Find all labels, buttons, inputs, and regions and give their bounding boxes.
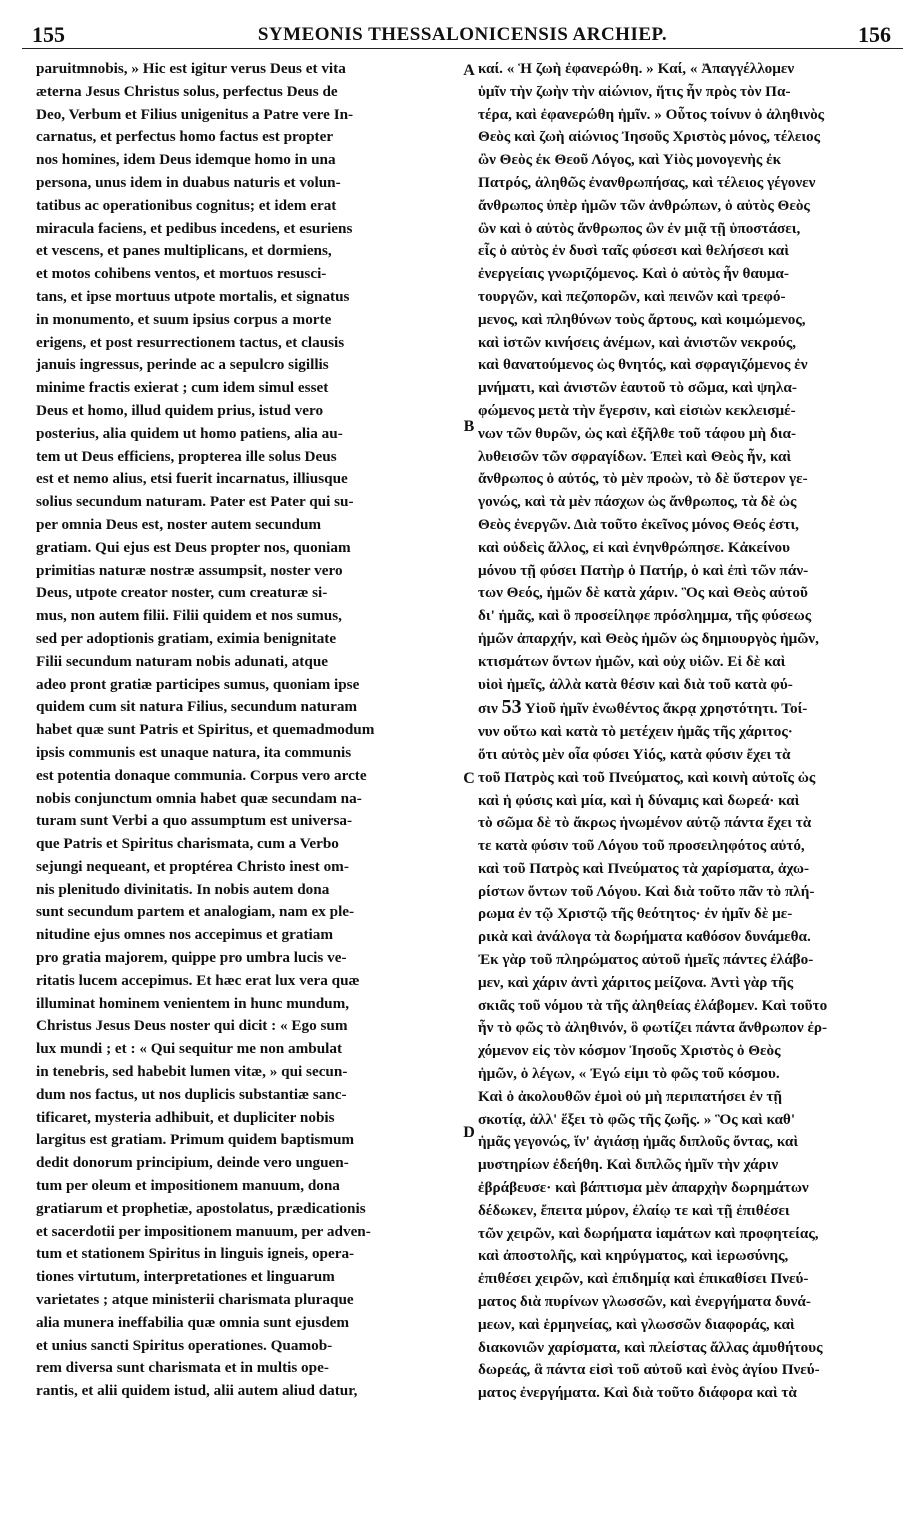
greek-line: νων τῶν θυρῶν, ὡς καὶ ἐξῆλθε τοῦ τάφου μὴ δια- <box>478 424 797 442</box>
latin-line: ritatis lucem accepimus. Et hæc erat lux vera quæ <box>36 971 360 989</box>
greek-line <box>478 696 892 721</box>
greek-line: ματος διὰ πυρίνων γλωσσῶν, καὶ ἐνεργήματα δυνά- <box>478 1293 811 1311</box>
latin-line: paruitmnobis, » Hic est igitur verus Deus et vita <box>36 60 346 77</box>
margin-letter-c: C <box>463 770 475 787</box>
greek-line: ὅτι αὐτὸς μὲν οἷα φύσει Υἱός, κατὰ φύσιν ἔχει τὰ <box>478 745 791 763</box>
greek-line: καὶ θανατούμενος ὡς θνητός, καὶ σφραγιζόμενος ἐν <box>478 356 808 374</box>
latin-line: januis ingressus, perinde ac a sepulcro sigillis <box>36 356 329 374</box>
latin-line: æterna Jesus Christus solus, perfectus Deus de <box>36 82 338 100</box>
greek-line: τοῦ Πατρὸς καὶ τοῦ Πνεύματος, καὶ κοινὴ αὐτοῖς ὡς <box>478 768 816 786</box>
greek-line: ρίστων ὄντων τοῦ Λόγου. Καὶ διὰ τοῦτο πᾶν τὸ πλή- <box>478 882 815 900</box>
greek-line: Ἐκ γὰρ τοῦ πληρώματος αὐτοῦ ἡμεῖς πάντες ἐλάβο- <box>478 951 814 969</box>
latin-line: gratiam. Qui ejus est Deus propter nos, quoniam <box>36 538 351 556</box>
greek-line: ὑμῖν τὴν ζωὴν τὴν αἰώνιον, ἥτις ἦν πρὸς τὸν Πα- <box>478 82 791 100</box>
latin-line: primitias naturæ nostræ assumpsit, noster vero <box>36 561 343 579</box>
latin-line: quidem cum sit natura Filius, secundum naturam <box>36 698 358 716</box>
latin-line: tem ut Deus efficiens, propterea ille solus Deus <box>36 447 337 465</box>
latin-line: tatibus ac operationibus cognitus; et idem erat <box>36 196 337 214</box>
greek-line: μενος, καὶ πληθύνων τοὺς ἄρτους, καὶ κοιμώμενος, <box>478 310 806 328</box>
latin-line: mus, non autem filii. Filii quidem et nos sumus, <box>36 607 342 625</box>
latin-line: carnatus, et perfectus homo factus est propter <box>36 128 334 146</box>
greek-line: καὶ ἀποστολῆς, καὶ κηρύγματος, καὶ ἱερωσύνης, <box>478 1247 789 1265</box>
greek-line: ἦν τὸ φῶς τὸ ἀληθινόν, ὃ φωτίζει πάντα ἄνθρωπον ἐρ- <box>478 1019 828 1037</box>
latin-line: miracula faciens, et pedibus incedens, et esuriens <box>36 219 353 237</box>
latin-line: Deus, utpote creator noster, cum creaturæ si- <box>36 584 328 602</box>
greek-line: σκοτίᾳ, ἀλλ' ἕξει τὸ φῶς τῆς ζωῆς. » Ὃς καὶ καθ' <box>478 1110 796 1128</box>
latin-line: turam sunt Verbi a quo assumptum est universa- <box>36 812 353 830</box>
greek-line: ρωμα ἐν τῷ Χριστῷ τῆς θεότητος· ἐν ἡμῖν δὲ με- <box>478 905 793 923</box>
latin-line: tum et stationem Spiritus in linguis igneis, opera- <box>36 1245 355 1263</box>
latin-line: est potentia donaque communia. Corpus vero arcte <box>36 766 367 784</box>
greek-line: μυστηρίων ἐδεήθη. Καὶ διπλῶς ἡμῖν τὴν χάριν <box>478 1156 779 1174</box>
latin-line: tum per oleum et impositionem manuum, dona <box>36 1177 340 1195</box>
greek-line: καὶ ἡ φύσις καὶ μία, καὶ ἡ δύναμις καὶ δωρεά· καὶ <box>478 791 800 809</box>
margin-letter-d: D <box>463 1124 475 1141</box>
greek-line: σκιᾶς τοῦ νόμου τὰ τῆς ἀληθείας ἐλάβομεν. Καὶ τοῦτο <box>478 996 828 1014</box>
latin-line: nos homines, idem Deus idemque homo in una <box>36 151 336 169</box>
latin-line: in monumento, et suum ipsius corpus a morte <box>36 310 332 328</box>
latin-line: que Patris et Spiritus charismata, cum a Verbo <box>36 835 339 853</box>
latin-line: sunt secundum partem et analogiam, nam ex ple- <box>36 903 355 921</box>
margin-letter-a: A <box>463 62 475 79</box>
greek-line: Πατρός, ἀληθῶς ἐνανθρωπήσας, καὶ τέλειος γέγονεν <box>478 173 816 191</box>
latin-line: sejungi nequeant, et proptérea Christo inest om- <box>36 857 349 875</box>
latin-line: Filii secundum naturam nobis adunati, atque <box>36 652 329 670</box>
greek-line: μεν, καὶ χάριν ἀντὶ χάριτος μείζονα. Ἀντὶ γὰρ τῆς <box>478 973 794 991</box>
greek-line: ἡμᾶς γεγονώς, ἵν' ἁγιάσῃ ἡμᾶς διπλοῦς ὄντας, καὶ <box>478 1133 799 1151</box>
latin-line: persona, unus idem in duabus naturis et volun- <box>36 173 341 191</box>
latin-line: in tenebris, sed habebit lumen vitæ, » qui secun- <box>36 1063 348 1081</box>
latin-line: et vescens, et panes multiplicans, et dormiens, <box>36 242 332 260</box>
greek-line: ὢν Θεὸς ἐκ Θεοῦ Λόγος, καὶ Υἱὸς μονογενὴς ἐκ <box>478 151 782 169</box>
latin-line: est et nemo alius, etsi fuerit incarnatus, illiusque <box>36 470 348 488</box>
latin-line: rantis, et alii quidem istud, alii autem aliud datur, <box>36 1382 358 1400</box>
latin-line: Deus et homo, illud quidem prius, istud vero <box>36 401 324 419</box>
latin-line: lux mundi ; et : « Qui sequitur me non ambulat <box>36 1040 343 1058</box>
greek-line: ἐπιθέσει χειρῶν, καὶ ἐπιδημίᾳ καὶ ἐπικαθίσει Πνεύ- <box>478 1270 809 1288</box>
greek-line: τέρα, καὶ ἐφανερώθη ἡμῖν. » Οὗτος τοίνυν ὁ ἀληθινὸς <box>478 105 825 123</box>
latin-line: et unius sancti Spiritus operationes. Quamob- <box>36 1336 333 1354</box>
greek-line: διακονιῶν χαρίσματα, καὶ πλείστας ἄλλας ἀμυθήτους <box>478 1338 823 1356</box>
greek-line: καί. « Ἡ ζωὴ ἐφανερώθη. » Καί, « Ἀπαγγέλλομεν <box>478 60 795 77</box>
latin-column <box>36 58 458 1503</box>
latin-line: dedit donorum principium, deinde vero unguen- <box>36 1154 349 1172</box>
latin-line: nobis conjunctum omnia habet quæ secundam na- <box>36 789 362 807</box>
greek-line: καὶ ἱστῶν κινήσεις ἀνέμων, καὶ ἀνιστῶν νεκρούς, <box>478 333 797 351</box>
greek-line: τὸ σῶμα δὲ τὸ ἄκρως ἡνωμένον αὐτῷ πάντα ἔχει τὰ <box>478 814 812 832</box>
greek-column <box>478 58 892 1503</box>
latin-line: minime fractis exierat ; cum idem simul esset <box>36 379 329 397</box>
greek-line: καὶ οὐδεὶς ἄλλος, εἰ καὶ ἐνηνθρώπησε. Κἀκείνου <box>478 538 791 556</box>
latin-line: nitudine ejus omnes nos accepimus et gratiam <box>36 926 333 944</box>
chapter-marker: 53 <box>501 696 522 719</box>
latin-line: tificaret, mysteria adhibuit, et dupliciter nobis <box>36 1108 335 1126</box>
greek-line: ἄνθρωπος ὑπὲρ ἡμῶν τῶν ἀνθρώπων, ὁ αὐτὸς Θεὸς <box>478 196 810 214</box>
latin-line: et sacerdotii per impositionem manuum, per adven- <box>36 1222 371 1240</box>
greek-line: τουργῶν, καὶ πεζοπορῶν, καὶ πεινῶν καὶ τρεφό- <box>478 287 786 305</box>
greek-line: κτισμάτων ὄντων ἡμῶν, καὶ οὐχ υἱῶν. Εἰ δὲ καὶ <box>478 652 786 670</box>
running-title: SYMEONIS THESSALONICENSIS ARCHIEP. <box>257 24 668 45</box>
greek-line: των Θεός, ἡμῶν δὲ κατὰ χάριν. Ὃς καὶ Θεὸς αὐτοῦ <box>478 584 808 602</box>
latin-line: gratiarum et prophetiæ, apostolatus, prædicationis <box>36 1199 366 1217</box>
greek-line: Καὶ ὁ ἀκολουθῶν ἐμοὶ οὐ μὴ περιπατήσει ἐν τῇ <box>478 1087 783 1105</box>
latin-line: rem diversa sunt charismata et in multis ope- <box>36 1359 329 1377</box>
greek-line: χόμενον εἰς τὸν κόσμον Ἰησοῦς Χριστὸς ὁ Θεὸς <box>478 1042 781 1060</box>
latin-line: Deo, Verbum et Filius unigenitus a Patre vere In- <box>36 105 354 123</box>
greek-line: νυν οὕτω καὶ κατὰ τὸ μετέχειν ἡμᾶς τῆς χάριτος· <box>478 723 793 741</box>
greek-line: εἷς ὁ αὐτὸς ἐν δυσὶ ταῖς φύσεσι καὶ θελήσεσι καὶ <box>478 242 789 260</box>
latin-line: tans, et ipse mortuus utpote mortalis, et signatus <box>36 287 350 305</box>
latin-line: posterius, alia quidem ut homo patiens, alia au- <box>36 424 343 442</box>
latin-line: nis plenitudo divinitatis. In nobis autem dona <box>36 880 330 898</box>
page-number-left: 155 <box>32 22 65 47</box>
greek-line: δέδωκεν, ἔπειτα μύρον, ἐλαίῳ τε καὶ τῇ ἐπιθέσει <box>478 1201 790 1219</box>
greek-line: ἄνθρωπος ὁ αὐτός, τὸ μὲν προὼν, τὸ δὲ ὕστερον γε- <box>478 470 808 488</box>
greek-line: δωρεάς, ἃ πάντα εἰσὶ τοῦ αὐτοῦ καὶ ἑνὸς ἁγίου Πνεύ- <box>478 1361 820 1379</box>
latin-line: varietates ; atque ministerii charismata pluraque <box>36 1291 354 1309</box>
margin-letter-b: B <box>463 418 475 435</box>
greek-line: μόνου τῇ φύσει Πατὴρ ὁ Πατήρ, ὁ καὶ ἐπὶ τῶν πάν- <box>478 561 809 579</box>
greek-line: ἡμῶν, ὁ λέγων, « Ἐγώ εἰμι τὸ φῶς τοῦ κόσμου. <box>478 1065 780 1083</box>
latin-line: dum nos factus, ut nos duplicis substantiæ sanc- <box>36 1085 347 1103</box>
greek-line: μνήματι, καὶ ἀνιστῶν ἑαυτοῦ τὸ σῶμα, καὶ ψηλα- <box>478 379 797 397</box>
latin-line: adeo pront gratiæ participes sumus, quoniam ipse <box>36 675 360 693</box>
latin-line: pro gratia majorem, quippe pro umbra lucis ve- <box>36 949 347 967</box>
latin-line: per omnia Deus est, noster autem secundum <box>36 515 322 533</box>
greek-line: καὶ τοῦ Πατρὸς καὶ Πνεύματος τὰ χαρίσματα, ἀχω- <box>478 859 810 877</box>
greek-line: ἐνεργείαις γνωριζόμενος. Καὶ ὁ αὐτὸς ἦν θαυμα- <box>478 265 789 283</box>
latin-line: tiones virtutum, interpretationes et linguarum <box>36 1268 335 1286</box>
greek-line: ματος ἐνεργήματα. Καὶ διὰ τοῦτο διάφορα καὶ τὰ <box>478 1384 797 1402</box>
latin-line: ipsis communis est unaque natura, ita communis <box>36 743 352 761</box>
latin-line: habet quæ sunt Patris et Spiritus, et quemadmodum <box>36 721 375 739</box>
running-header <box>22 18 903 49</box>
greek-line: τῶν χειρῶν, καὶ δωρήματα ἰαμάτων καὶ προφητείας, <box>478 1224 819 1242</box>
greek-line: τε κατὰ φύσιν τοῦ Λόγου τοῦ προσειληφότος αὐτό, <box>478 837 805 855</box>
greek-line: λυθεισῶν τῶν σφραγίδων. Ἐπεὶ καὶ Θεὸς ἦν, καὶ <box>478 447 792 465</box>
page-number-right: 156 <box>858 22 891 47</box>
greek-line: υἱοὶ ἡμεῖς, ἀλλὰ κατὰ θέσιν καὶ διὰ τοῦ κατὰ φύ- <box>478 675 793 693</box>
greek-line-start: σιν <box>478 700 498 718</box>
latin-line: sed per adoptionis gratiam, eximia benignitate <box>36 629 337 647</box>
greek-line: φώμενος μετὰ τὴν ἔγερσιν, καὶ εἰσιὼν κεκλεισμέ- <box>478 401 796 419</box>
latin-line: largitus est gratiam. Primum quidem baptismum <box>36 1131 355 1149</box>
greek-line: ἐβράβευσε· καὶ βάπτισμα μὲν ἀπαρχὴν δωρημάτων <box>478 1179 809 1197</box>
greek-line: ρικὰ καὶ ἀνάλογα τὰ δωρήματα καθόσον δυνάμεθα. <box>478 928 811 946</box>
latin-line: et motos cohibens ventos, et mortuos resusci- <box>36 265 327 283</box>
latin-line: erigens, et post resurrectionem tactus, et clausis <box>36 333 345 351</box>
latin-line: Christus Jesus Deus noster qui dicit : « Ego sum <box>36 1017 348 1035</box>
greek-line: μεων, καὶ ἑρμηνείας, καὶ γλωσσῶν διαφοράς, καὶ <box>478 1315 795 1333</box>
latin-line: solius secundum naturam. Pater est Pater qui su- <box>36 493 354 511</box>
greek-line: Θεὸς καὶ ζωὴ αἰώνιος Ἰησοῦς Χριστὸς μόνος, τέλειος <box>478 128 821 146</box>
greek-line: γονώς, καὶ τὰ μὲν πάσχων ὡς ἄνθρωπος, τὰ δὲ ὡς <box>478 493 797 511</box>
greek-line: δι' ἡμᾶς, καὶ ὃ προσείληφε πρόσλημμα, τῆς φύσεως <box>478 607 812 625</box>
latin-line: illuminat hominem venientem in hunc mundum, <box>36 994 350 1012</box>
greek-line: Θεὸς ἐνεργῶν. Διὰ τοῦτο ἐκεῖνος μόνος Θεός ἐστι, <box>478 515 799 533</box>
greek-line-rest: Υἱοῦ ἡμῖν ἑνωθέντος ἄκρᾳ χρηστότητι. Τοί- <box>524 700 808 718</box>
latin-line: alia munera ineffabilia quæ omnia sunt ejusdem <box>36 1313 350 1331</box>
greek-line: ὢν καὶ ὁ αὐτὸς ἄνθρωπος ὢν ἐν μιᾷ τῇ ὑποστάσει, <box>478 219 801 237</box>
greek-line: ἡμῶν ἀπαρχήν, καὶ Θεὸς ἡμῶν ὡς δημιουργὸς ἡμῶν, <box>478 629 819 647</box>
